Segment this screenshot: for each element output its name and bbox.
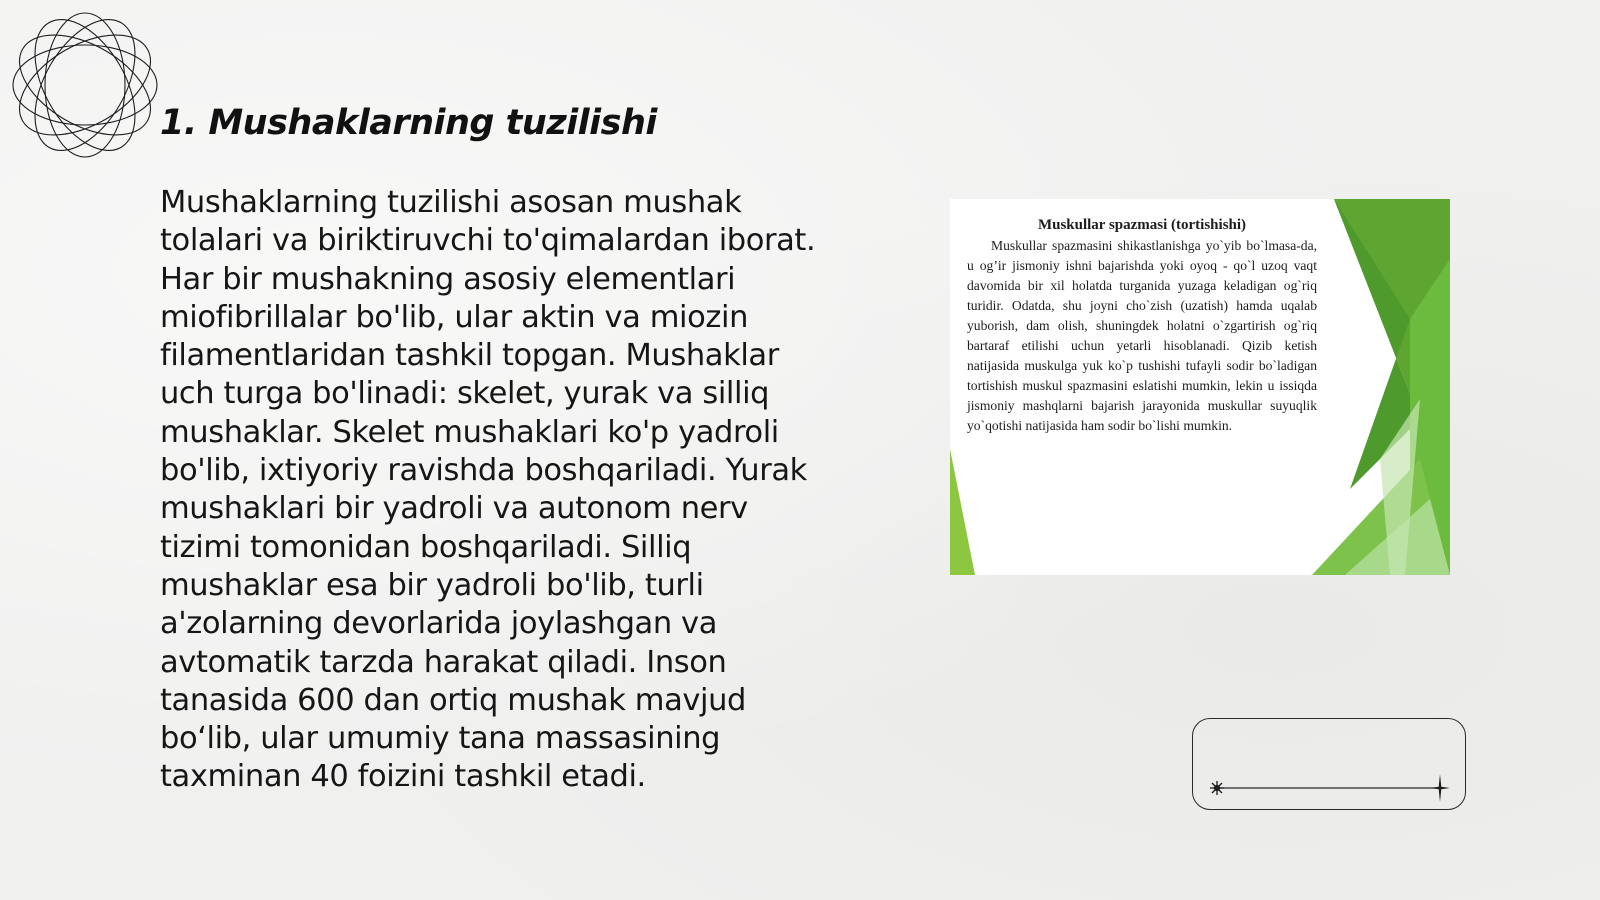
- muscle-spasm-figure: [950, 199, 1450, 575]
- overlapping-circles-icon: [10, 10, 160, 160]
- slide-title: 1. Mushaklarning tuzilishi: [160, 103, 657, 143]
- figure-title: Muskullar spazmasi (tortishishi): [1037, 217, 1247, 233]
- body-paragraph: Mushaklarning tuzilishi asosan mushak tolalari va biriktiruvchi to'qimalardan iborat. Har bir mushakning asosiy elementlari miofibrillalar bo'lib, ular aktin va miozin filamentlaridan tashkil topgan. Mushaklar uch turga bo'linadi: skelet, yurak va silliq mushaklar. Skelet mushaklari ko'p yadroli bo'lib, ixtiyoriy ravishda boshqariladi. Yurak mushaklari bir yadroli va autonom nerv tizimi tomonidan boshqariladi. Silliq mushaklar esa bir yadroli bo'lib, turli a'zolarning devorlarida joylashgan va avtomatik tarzda harakat qiladi. Inson tanasida 600 dan ortiq mushak mavjud bo‘lib, ular umumiy tana massasining taxminan 40 foizini tashkil etadi.: [160, 185, 816, 795]
- sparkle-icon: [1210, 781, 1224, 795]
- figure-text: Muskullar spazmasini shikastlanishga yo`yib bo`lmasa-da, u og’ir jismoniy ishni bajarishda yoki oyoq - qo`l uzoq vaqt davomida bir xil holatda turganida yuzaga keladigan og`riq turidir. Odatda, shu joyni cho`zish (uzatish) hamda uqalab yuborish, dam olish, shuningdek holatni o`zgartirish og`riq bartaraf etilishi uchun yetarli hisoblanadi. Qizib ketish natijasida muskulga yuk ko`p tushishi tufayli sodir bo`ladigan tortishish muskul spazmasini eslatishi mumkin, lekin u issiqda jismoniy mashqlarni bajarish jarayonida muskullar suyuqlik yo`qotishi natijasida ham sodir bo`lishi mumkin.: [967, 238, 1317, 433]
- timeline-box: [1192, 718, 1466, 810]
- star-cross-icon: [1430, 774, 1450, 802]
